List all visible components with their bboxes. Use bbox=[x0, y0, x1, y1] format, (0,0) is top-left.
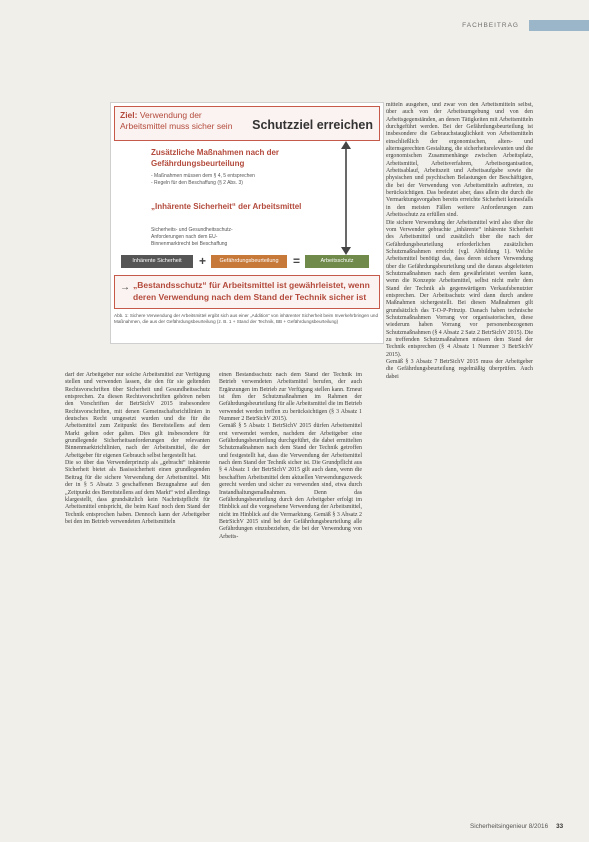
text-column-left: darf der Arbeitgeber nur solche Arbeitsmittel zur Verfügung stellen und verwenden lassen, die den für sie geltenden Rechtsvorschriften über Sicherheit und Gesundheitsschutz entsprechen. Zu diesen Rechtsvorschriften gehören neben den Vorschriften der BetrSichV 2015 insbesondere Rechtsvorschriften, mit denen Gemeinschaftsrichtlinien in deutsches Recht umgesetzt wurden und die für die Arbeitsmittel zum Zeitpunkt des Bereitstellens auf dem Markt gelten oder galten. Dies gilt insbesondere für grundlegende Sicherheitsanforderungen der relevanten Binnenmarktrichtlinien, nach der Arbeitsmittel, die der Arbeitgeber für eigenen Gebrauch selbst hergestellt hat. Die so über das Verwenderprinzip als „gebracht“ inhärente Sicherheit bietet als Basissicherheit einen grundlegenden Beitrag für die sichere Verwendung der Arbeitsmittel. Mit der in § 5 Absatz 3 geschaffenen Bezugnahme auf den „Zeitpunkt des Bereitstellens auf dem Markt“ wird allerdings klargestellt, dass grundsätzlich kein Nachrüstpflicht für Arbeitsmittel entspricht, die beim Kauf noch dem Stand der Technik entsprochen haben. Dennoch kann der Arbeitgeber bei den im Betrieb verwendeten Arbeitsmitteln bbox=[65, 372, 210, 525]
page-number: 33 bbox=[556, 823, 564, 830]
eq-box-assessment: Gefährdungsbeurteilung bbox=[211, 255, 287, 268]
eq-box-result: Arbeitsschutz bbox=[305, 255, 369, 268]
text-column-right: mitteln ausgehen, und zwar von den Arbeitsmitteln selbst, über auch von der Arbeitsumgebung und von den Arbeitsgegenständen, an denen Tätigkeiten mit Arbeitsmitteln durchgeführt werden. Bei der Gefährdungsbeurteilung ist insbesondere die Gebrauchstauglichkeit von Arbeitsmitteln einschließlich der ergonomischen, alters- und alternsgerechten Gestaltung, die sicherheitsrelevanten und die ergonomischen Zusammenhänge zwischen Arbeitsplatz, Arbeitsmittel, Arbeitsverfahren, Arbeitsorganisation, Arbeitsablauf, Arbeitszeit und Arbeitsaufgabe sowie die physischen und psychischen Belastungen der Beschäftigten, die bei der Verwendung von Arbeitsmitteln auftreten, zu berücksichtigen. Das bedeutet aber, dass allein die durch die Vermarktungsvorgaben bereits erreichte Sicherheit keinesfalls in den meisten Fällen weitere Anforderungen zum Arbeitsschutz zu erfüllen sind. Die sichere Verwendung der Arbeitsmittel wird also über die vom Verwender gebrachte „inhärente“ inhärente Sicherheit des Arbeitsmittel und zusätzlich über die nach der Gefährdungsbeurteilung erforderlichen zusätzlichen Schutzmaßnahmen erreicht (vgl. Abbildung 1). Welche Arbeitsmittel benötigt das, dass deren sichere Verwendung über die Gefährdungsbeurteilung und die daraus abgeleiteten Schutzmaßnahmen nach dem gewährleistet werden kann, wenn die Konzepte Arbeitsmittel, selbst nicht mehr dem Stand der Technik als gegenwärtigem Verkaufsbenutzter entsprechen. Der Arbeitsschutz wird dann durch andere Maßnahmen sichergestellt. Bei diesen Maßnahmen gilt grundsätzlich das T-O-P-Prinzip. Danach haben technische Schutzmaßnahmen Vorrang vor organisatorischen, diese wiederum haben Vorrang vor personenbezogenen Schutzmaßnahmen (§ 4 Absatz 2 Satz 2 BetrSichV 2015). Die zu treffenden Schutzmaßnahmen müssen dem Stand der Technik entsprechen (§ 4 Absatz 1 Nummer 3 BetrSichV 2015). Gemäß § 3 Absatz 7 BetrSichV 2015 muss der Arbeitgeber die Gefährdungsbeurteilung regelmäßig überprüfen. Auch dabei bbox=[386, 102, 533, 380]
figure-schutzziel bbox=[110, 102, 384, 344]
goal-label: Ziel: bbox=[120, 110, 138, 120]
schutzziel-heading: Schutzziel erreichen bbox=[252, 118, 373, 132]
equation-row bbox=[121, 255, 371, 269]
arrow-right-icon: → bbox=[120, 282, 130, 293]
result-text: „Bestandsschutz“ für Arbeitsmittel ist gewährleistet, wenn deren Verwendung nach dem Stand der Technik sicher ist bbox=[133, 280, 370, 302]
section-tag: FACHBEITRAG bbox=[462, 22, 519, 29]
text-column-middle: einen Bestandsschutz nach dem Stand der Technik im Betrieb verwendeten Arbeitsmittel berufen, der auch Ergänzungen im Betrieb zur Verfügung stellen kann. Erneut ist ihm der Schutzmaßnahmen im Rahmen der Gefährdungsbeurteilung für alle Arbeitsmittel die im Betrieb verwendet werden treffen zu berücksichtigen (§ 3 Absatz 1 Nummer 2 BetrSichV 2015). Gemäß § 5 Absatz 1 BetrSichV 2015 dürfen Arbeitsmittel erst verwendet werden, nachdem der Arbeitgeber eine Gefährdungsbeurteilung durchgeführt, die dabei ermittelten Schutzmaßnahmen nach dem Stand der Technik getroffen und festgestellt hat, dass die Verwendung der Arbeitsmittel nach dem Stand der Technik sicher ist. Die Grundpflicht aus § 4 Absatz 1 der BetrSichV 2015 gilt auch dann, wenn die beschafften Arbeitsmittel dem aktuellen Verwendungszweck gerecht werden und sicher zu verwenden sind, etwa durch Instandhaltungsmaßnahmen. Denn das Gefährdungsbeurteilung durch den Arbeitgeber erfolgt im Hinblick auf die vorgesehene Verwendung der Arbeitsmittel, nicht im Hinblick auf die Vermarktung. Gemäß § 3 Absatz 2 BetrSichV 2015 sind bei der Gefährdungsbeurteilung alle Gefährdungen einzubeziehen, die bei der Verwendung von Arbeits- bbox=[219, 372, 362, 540]
block-inherent-text: Sicherheits- und Gesundheitsschutz- Anforderungen nach dem EU- Binnenmarktrecht bei Beschaffung bbox=[151, 227, 233, 247]
journal-name: Sicherheitsingenieur 8/2016 bbox=[470, 823, 549, 830]
block-measures-text: - Maßnahmen müssen dem § 4, 5 entsprechen - Regeln für den Beschaffung (§ 2 Abs. 3) bbox=[151, 173, 255, 186]
goal-description: Verwendung der Arbeitsmittel muss sicher sein bbox=[120, 110, 233, 131]
block-inherent-title: „Inhärente Sicherheit“ der Arbeitsmittel bbox=[151, 202, 302, 211]
eq-box-inherent: Inhärente Sicherheit bbox=[121, 255, 193, 268]
result-box bbox=[114, 275, 380, 309]
block-measures-title: Zusätzliche Maßnahmen nach der Gefährdungsbeurteilung bbox=[151, 148, 280, 168]
eq-equals: = bbox=[293, 254, 301, 268]
figure-caption: Abb. 1: Sichere Verwendung der Arbeitsmittel ergibt sich aus einer „Addition“ von inhärenter Sicherheit beim Inverkehrbringen und Maßnahmen, die aus der Gefährdungsbeurteilung (z. B. 1 + Stand der Technik, BB + Gefährdungsbeurteilung) bbox=[114, 313, 379, 325]
page-footer bbox=[470, 823, 563, 830]
section-bar bbox=[529, 20, 589, 31]
eq-plus: + bbox=[199, 254, 207, 268]
